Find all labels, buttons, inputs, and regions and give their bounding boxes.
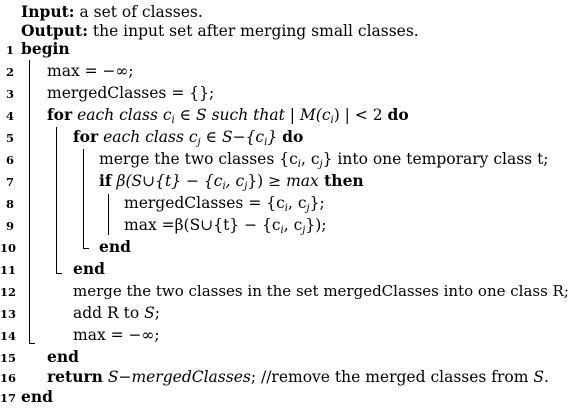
text-part: ;	[154, 304, 160, 322]
condition-part: | M(c	[289, 106, 331, 124]
text-part: max =β(S∪{t} − {c	[124, 216, 281, 234]
condition-part: , c	[225, 172, 245, 190]
code-line-14	[0, 324, 544, 346]
line-number: 10	[0, 241, 17, 255]
keyword-if: if	[99, 171, 112, 190]
text-part: S	[144, 304, 155, 322]
for-statement	[47, 104, 409, 126]
code-line-6	[0, 148, 549, 170]
line-number: 15	[0, 351, 17, 365]
line-number: 5	[5, 131, 14, 145]
code-line-13	[0, 302, 544, 324]
code-line-15	[0, 346, 544, 368]
statement: max = −∞;	[47, 62, 134, 80]
code-line-16	[0, 366, 549, 388]
subscript: i	[280, 225, 284, 236]
line-number: 17	[0, 391, 17, 405]
text-part: , c	[283, 216, 303, 234]
code-line-1	[0, 38, 544, 60]
text-part: S	[533, 368, 545, 386]
line-number: 2	[5, 65, 14, 79]
line-number: 7	[5, 175, 14, 189]
code-line-12	[0, 280, 569, 302]
condition-part: ∈ S−{c	[200, 128, 265, 146]
statement	[99, 148, 549, 170]
return-statement	[47, 366, 549, 388]
subscript: j	[319, 159, 323, 170]
line-number: 16	[0, 371, 17, 385]
keyword-end: end	[99, 237, 131, 256]
keyword-return: return	[47, 367, 103, 386]
keyword-for: for	[47, 105, 73, 124]
condition-part: max	[286, 172, 319, 190]
subscript: j	[306, 203, 310, 214]
output-text: the input set after merging small classes.	[92, 22, 419, 40]
statement: mergedClasses = {};	[47, 84, 215, 102]
keyword-do: do	[282, 127, 304, 146]
subscript: i	[171, 115, 175, 126]
line-number: 11	[0, 263, 17, 277]
text-part: mergedClasses = {c	[124, 194, 285, 212]
keyword-then: then	[318, 171, 364, 190]
condition-part: each class c	[77, 106, 172, 124]
text-part: , c	[300, 150, 320, 168]
condition-part: }) ≥	[247, 172, 287, 190]
keyword-for: for	[73, 127, 99, 146]
text-part: } into one temporary class t;	[322, 150, 549, 168]
line-number: 9	[5, 219, 14, 233]
line-number: 6	[5, 153, 14, 167]
condition-part: }	[267, 128, 283, 146]
code-line-3	[0, 82, 544, 104]
text-part: };	[309, 194, 325, 212]
input-label: Input:	[21, 2, 75, 21]
statement	[124, 192, 325, 214]
statement	[124, 214, 327, 236]
line-number: 14	[0, 329, 17, 343]
code-line-2	[0, 60, 544, 82]
subscript: i	[284, 203, 288, 214]
text-part: , c	[287, 194, 307, 212]
code-line-4	[0, 104, 544, 126]
text-part: add R to	[73, 304, 145, 322]
line-number: 1	[5, 43, 14, 57]
text-part: merge the two classes {c	[99, 150, 298, 168]
text-part: S−mergedClasses	[102, 368, 251, 386]
subscript: i	[222, 181, 226, 192]
statement: merge the two classes in the set mergedClasses into one class R;	[73, 282, 569, 300]
statement: max = −∞;	[73, 326, 160, 344]
subscript: j	[197, 137, 201, 148]
text-part: });	[305, 216, 327, 234]
line-number: 13	[0, 307, 17, 321]
input-text: a set of classes.	[79, 3, 203, 21]
output-label: Output:	[21, 21, 88, 40]
keyword-end: end	[73, 259, 105, 278]
text-part: .	[544, 368, 549, 386]
keyword-end: end	[47, 347, 79, 366]
condition-part: β(S∪{t} − {c	[111, 172, 223, 190]
keyword-begin: begin	[21, 39, 70, 58]
line-number: 8	[5, 197, 14, 211]
subscript: i	[297, 159, 301, 170]
if-statement	[99, 170, 364, 192]
condition-part: each class c	[103, 128, 198, 146]
code-line-5	[0, 126, 544, 148]
subscript: i	[264, 137, 268, 148]
for-statement	[73, 126, 303, 148]
code-line-9	[0, 214, 544, 236]
subscript: i	[330, 115, 334, 126]
condition-part: ∈ S such that	[174, 106, 290, 124]
subscript: j	[244, 181, 248, 192]
text-part: ; //remove the merged classes from	[250, 368, 534, 386]
statement	[73, 302, 160, 324]
code-line-11	[0, 258, 544, 280]
line-number: 4	[5, 109, 14, 123]
code-line-10	[0, 236, 544, 258]
line-number: 3	[5, 87, 14, 101]
code-line-8	[0, 192, 544, 214]
line-number: 12	[0, 285, 17, 299]
code-line-17	[0, 386, 544, 408]
code-line-7	[0, 170, 544, 192]
subscript: j	[302, 225, 306, 236]
condition-part: ) | < 2	[333, 106, 388, 124]
keyword-do: do	[387, 105, 409, 124]
keyword-end: end	[21, 387, 53, 406]
